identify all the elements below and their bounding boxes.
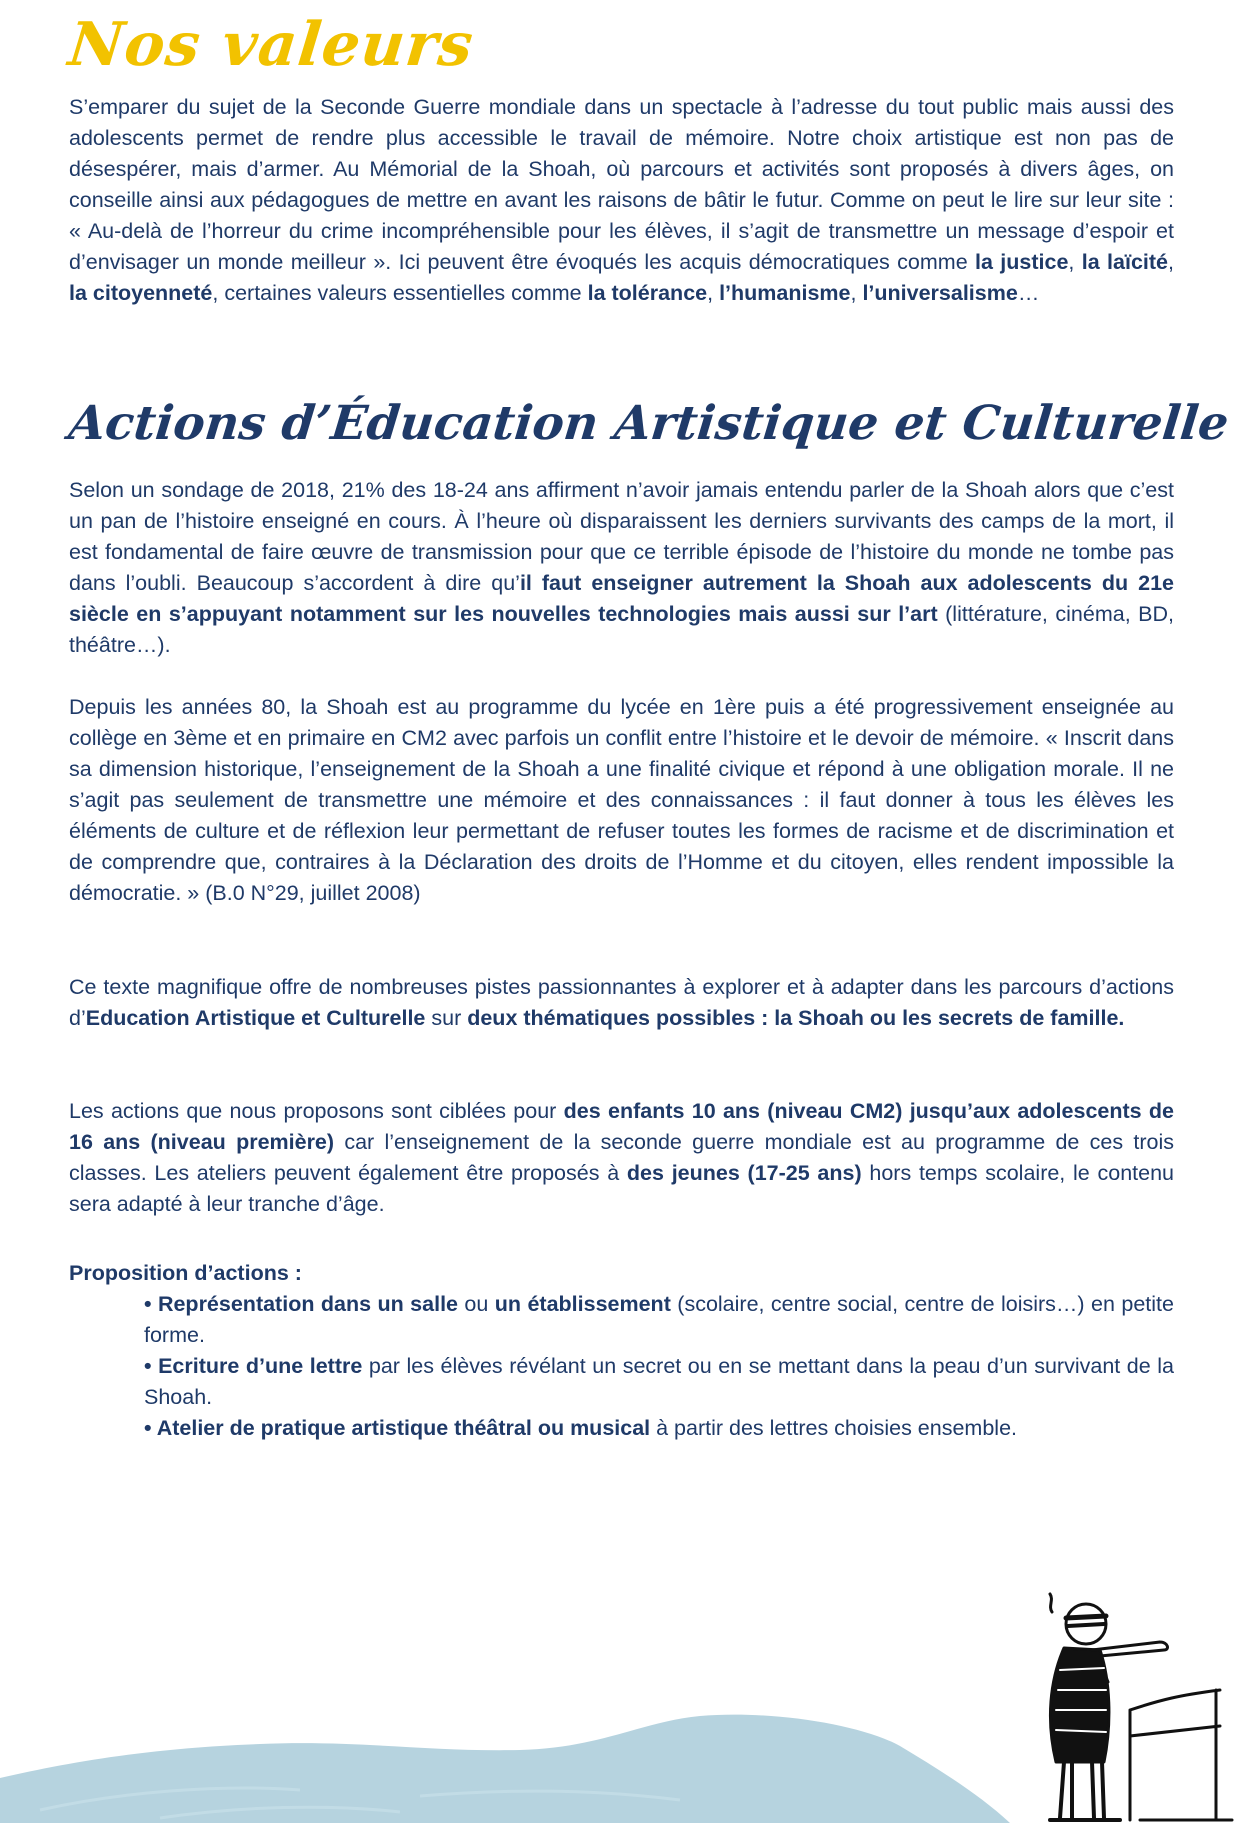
eac-paragraph-2: Depuis les années 80, la Shoah est au programme du lycée en 1ère puis a été progressivement enseignée au collège en 3ème et en primaire en CM2 avec parfois un conflit entre l’histoire et le devoir de mémoire. « Inscrit dans sa dimension historique, l’enseignement de la Shoah a une finalité civique et répond à une obligation morale. Il ne s’agit pas seulement de transmettre une mémoire et des connaissances : il faut donner à tous les élèves les éléments de culture et de réflexion leur permettant de refuser toutes les formes de racisme et de discrimination et de comprendre que, contraires à la Déclaration des droits de l’Homme et du citoyen, elles rendent impossible la démocratie. » (B.0 N°29, juillet 2008) xyxy=(69,695,1174,905)
eac-paragraph-4: Les actions que nous proposons sont ciblées pour des enfants 10 ans (niveau CM2) jusqu’aux adolescents de 16 ans (niveau première) car l’enseignement de la seconde guerre mondiale est au programme de ces trois classes. Les ateliers peuvent également être proposés à des jeunes (17-25 ans) hors temps scolaire, le contenu sera adapté à leur tranche d’âge. xyxy=(69,1099,1174,1216)
eac-paragraph-1: Selon un sondage de 2018, 21% des 18-24 ans affirment n’avoir jamais entendu parler de la Shoah alors que c’est un pan de l’histoire enseigné en cours. À l’heure où disparaissent les derniers survivants des camps de la mort, il est fondamental de faire œuvre de transmission pour que ce terrible épisode de l’histoire du monde ne tombe pas dans l’oubli. Beaucoup s’accordent à dire qu’il faut enseigner autrement la Shoah aux adolescents du 21e siècle en s’appuyant notamment sur les nouvelles technologies mais aussi sur l’art (littérature, cinéma, BD, théâtre…). xyxy=(69,478,1174,657)
values-paragraph: S’emparer du sujet de la Seconde Guerre mondiale dans un spectacle à l’adresse du tout public mais aussi des adolescents permet de rendre plus accessible le travail de mémoire. Notre choix artistique est non pas de désespérer, mais d’armer. Au Mémorial de la Shoah, où parcours et activités sont proposés à divers âges, on conseille ainsi aux pédagogues de mettre en avant les raisons de bâtir le futur. Comme on peut le lire sur leur site : « Au-delà de l’horreur du crime incompréhensible pour les élèves, il s’agit de transmettre un message d’espoir et d’envisager un monde meilleur ». Ici peuvent être évoqués les acquis démocratiques comme la justice, la laïcité, la citoyenneté, certaines valeurs essentielles comme la tolérance, l’humanisme, l’universalisme… xyxy=(69,95,1174,305)
actions-list xyxy=(144,1289,1174,1444)
eac-paragraph-3: Ce texte magnifique offre de nombreuses pistes passionnantes à explorer et à adapter dans les parcours d’actions d’Education Artistique et Culturelle sur deux thématiques possibles : la Shoah ou les secrets de famille. xyxy=(69,975,1174,1030)
section-title-values: Nos valeurs xyxy=(65,10,477,80)
list-item: • Atelier de pratique artistique théâtral ou musical à partir des lettres choisies ensemble. xyxy=(144,1416,1018,1440)
actions-list-title: Proposition d’actions : xyxy=(69,1261,302,1285)
violinist-sketch-icon xyxy=(1020,1500,1235,1823)
list-item: • Représentation dans un salle ou un établissement (scolaire, centre social, centre de loisirs…) en petite forme. xyxy=(144,1292,1174,1347)
list-item: • Ecriture d’une lettre par les élèves révélant un secret ou en se mettant dans la peau d’un survivant de la Shoah. xyxy=(144,1354,1174,1409)
section-title-eac: Actions d’Éducation Artistique et Culturelle xyxy=(66,396,1232,451)
